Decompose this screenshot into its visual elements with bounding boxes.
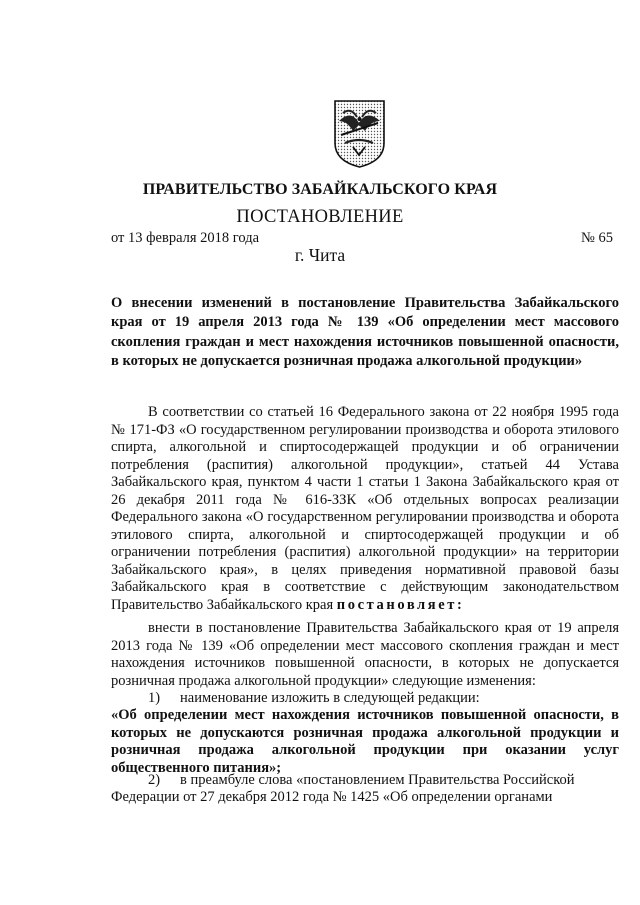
list-item-number: 1): [148, 690, 161, 706]
list-item-continuation: Федерации от 27 декабря 2012 года № 1425 «Об определении органами: [111, 789, 553, 805]
document-city: г. Чита: [294, 245, 346, 265]
list-item-text: в преамбуле слова «постановлением Правительства Российской: [180, 772, 575, 788]
document-date: от 13 февраля 2018 года: [111, 230, 260, 246]
amendment-intro-paragraph: внести в постановление Правительства Забайкальского края от 19 апреля 2013 года № 139 «Об определении мест массового скопления граждан и мест нахождения источников повышенной опасности, в которых не допускается розничная продажа алкогольной продукции» следующие изменения:: [111, 620, 619, 689]
list-item-text: наименование изложить в следующей редакции:: [180, 690, 480, 706]
document-type: ПОСТАНОВЛЕНИЕ: [236, 207, 404, 227]
new-title-text: «Об определении мест нахождения источников повышенной опасности, в которых не допускаются розничная продажа алкогольной продукции и розничная продажа алкогольной продукции при оказании услуг общественного питания»;: [111, 707, 619, 776]
document-subject: О внесении изменений в постановление Правительства Забайкальского края от 19 апреля 2013 года № 139 «Об определении мест массового скопления граждан и мест нахождения источников повышенной опасности, в которых не допускается розничная продажа алкогольной продукции»: [111, 295, 619, 370]
list-item-number: 2): [148, 772, 161, 788]
resolution-keyword: постановляет:: [336, 596, 465, 613]
document-number: № 65: [581, 230, 613, 246]
preamble-text: В соответствии со статьей 16 Федерального закона от 22 ноября 1995 года № 171-ФЗ «О государственном регулировании производства и оборота этилового спирта, алкогольной и спиртосодержащей продукции и об ограничении потребления (распития) алкогольной продукции», статьей 44 Устава Забайкальского края, пунктом 4 части 1 статьи 1 Закона Забайкальского края от 26 декабря 2011 года № 616-ЗЗК «Об отдельных вопросах реализации Федерального закона «О государственном регулировании производства и оборота этилового спирта, алкогольной и спиртосодержащей продукции и об ограничении потребления (распития) алкогольной продукции» на территории Забайкальского края», в целях приведения нормативной правовой базы Забайкальского края в соответствие с действующим законодательством Правительство Забайкальского края: [111, 404, 619, 613]
organization-title: ПРАВИТЕЛЬСТВО ЗАБАЙКАЛЬСКОГО КРАЯ: [142, 181, 498, 198]
coat-of-arms-emblem: [331, 97, 388, 169]
preamble-paragraph: [111, 404, 619, 614]
